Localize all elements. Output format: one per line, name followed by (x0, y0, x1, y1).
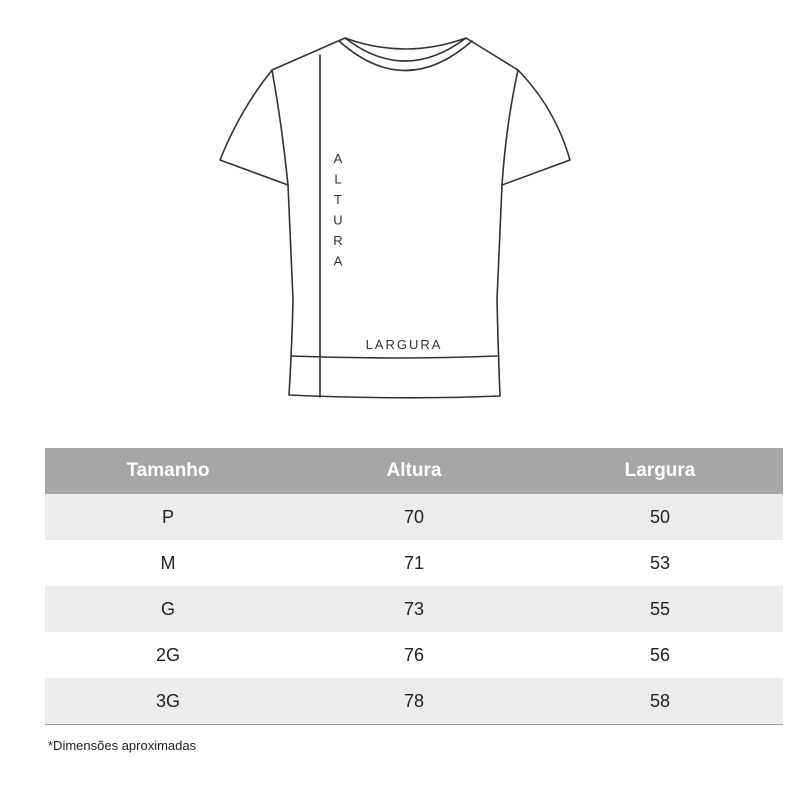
cell-width: 55 (537, 586, 783, 632)
collar-outer (339, 41, 472, 71)
footnote: *Dimensões aproximadas (48, 738, 197, 753)
header-height: Altura (291, 448, 537, 494)
cell-size: P (45, 494, 291, 540)
height-label: A L T U R A (333, 151, 343, 269)
cell-height: 71 (291, 540, 537, 586)
cell-height: 70 (291, 494, 537, 540)
table-row (45, 678, 783, 725)
cell-width: 50 (537, 494, 783, 540)
cell-width: 58 (537, 678, 783, 725)
table-header-row (45, 448, 783, 494)
cell-size: 3G (45, 678, 291, 725)
cell-height: 78 (291, 678, 537, 725)
table-row (45, 494, 783, 540)
size-table (45, 448, 783, 725)
width-label: LARGURA (365, 337, 443, 352)
cell-size: G (45, 586, 291, 632)
header-size: Tamanho (45, 448, 291, 494)
hem-line (291, 356, 497, 358)
table-row (45, 586, 783, 632)
left-sleeve-seam (272, 70, 288, 185)
header-width: Largura (537, 448, 783, 494)
table-row (45, 632, 783, 678)
cell-width: 56 (537, 632, 783, 678)
cell-size: M (45, 540, 291, 586)
cell-width: 53 (537, 540, 783, 586)
cell-height: 76 (291, 632, 537, 678)
cell-size: 2G (45, 632, 291, 678)
cell-height: 73 (291, 586, 537, 632)
table-row (45, 540, 783, 586)
right-sleeve-seam (502, 70, 518, 185)
